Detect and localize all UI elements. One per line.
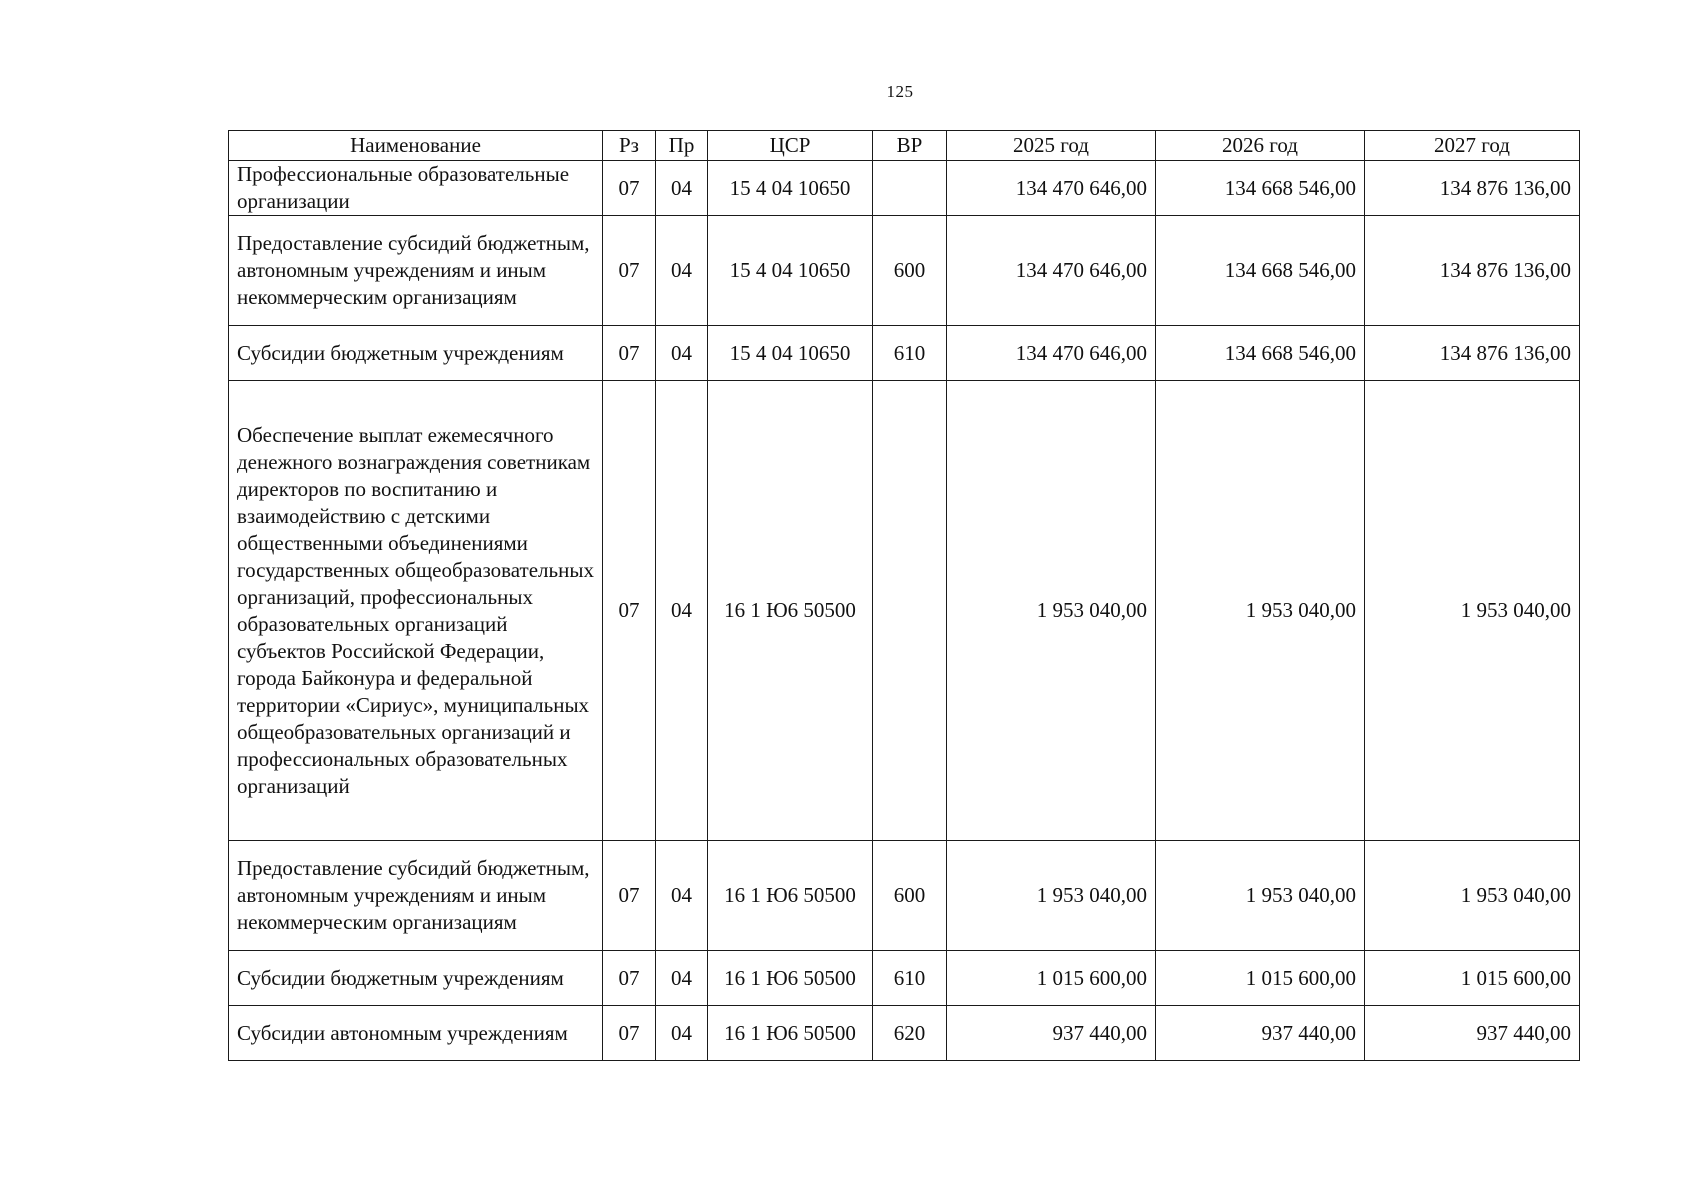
column-header-pr: Пр — [656, 131, 708, 161]
column-header-2025: 2025 год — [947, 131, 1156, 161]
row-pr: 04 — [656, 951, 708, 1006]
row-pr: 04 — [656, 216, 708, 326]
row-amount-2026: 1 953 040,00 — [1156, 841, 1365, 951]
row-csr: 16 1 Ю6 50500 — [708, 951, 873, 1006]
column-header-2027: 2027 год — [1365, 131, 1580, 161]
table-row — [229, 381, 1580, 841]
table-row — [229, 216, 1580, 326]
row-amount-2025: 937 440,00 — [947, 1006, 1156, 1061]
row-amount-2027: 1 953 040,00 — [1365, 381, 1580, 841]
row-amount-2025: 1 015 600,00 — [947, 951, 1156, 1006]
row-pr: 04 — [656, 1006, 708, 1061]
row-csr: 16 1 Ю6 50500 — [708, 841, 873, 951]
row-name: Субсидии бюджетным учреждениям — [229, 326, 603, 381]
row-name: Предоставление субсидий бюджетным, автономным учреждениям и иным некоммерческим организациям — [229, 841, 603, 951]
row-amount-2025: 134 470 646,00 — [947, 326, 1156, 381]
row-amount-2027: 1 953 040,00 — [1365, 841, 1580, 951]
row-amount-2027: 1 015 600,00 — [1365, 951, 1580, 1006]
row-name: Профессиональные образовательные организации — [229, 161, 603, 216]
page-number: 125 — [886, 82, 914, 101]
table-header-row — [229, 131, 1580, 161]
row-vr: 610 — [873, 951, 947, 1006]
row-amount-2026: 1 953 040,00 — [1156, 381, 1365, 841]
row-rz: 07 — [603, 216, 656, 326]
row-rz: 07 — [603, 951, 656, 1006]
column-header-rz: Рз — [603, 131, 656, 161]
table-row — [229, 1006, 1580, 1061]
row-name: Предоставление субсидий бюджетным, автономным учреждениям и иным некоммерческим организациям — [229, 216, 603, 326]
row-csr: 16 1 Ю6 50500 — [708, 1006, 873, 1061]
row-csr: 15 4 04 10650 — [708, 216, 873, 326]
row-vr — [873, 161, 947, 216]
row-vr: 600 — [873, 216, 947, 326]
row-name: Субсидии автономным учреждениям — [229, 1006, 603, 1061]
row-amount-2027: 134 876 136,00 — [1365, 326, 1580, 381]
row-vr: 600 — [873, 841, 947, 951]
row-vr: 610 — [873, 326, 947, 381]
row-rz: 07 — [603, 1006, 656, 1061]
row-amount-2026: 937 440,00 — [1156, 1006, 1365, 1061]
row-amount-2027: 134 876 136,00 — [1365, 161, 1580, 216]
budget-table — [228, 130, 1580, 1061]
row-vr — [873, 381, 947, 841]
row-pr: 04 — [656, 381, 708, 841]
row-amount-2027: 134 876 136,00 — [1365, 216, 1580, 326]
column-header-name: Наименование — [229, 131, 603, 161]
row-amount-2026: 1 015 600,00 — [1156, 951, 1365, 1006]
row-csr: 16 1 Ю6 50500 — [708, 381, 873, 841]
row-amount-2026: 134 668 546,00 — [1156, 326, 1365, 381]
row-pr: 04 — [656, 161, 708, 216]
column-header-vr: ВР — [873, 131, 947, 161]
table-row — [229, 841, 1580, 951]
row-amount-2025: 134 470 646,00 — [947, 161, 1156, 216]
row-rz: 07 — [603, 326, 656, 381]
row-amount-2025: 1 953 040,00 — [947, 381, 1156, 841]
row-name: Обеспечение выплат ежемесячного денежного вознаграждения советникам директоров по воспитанию и взаимодействию с детскими общественными объединениями государственных общеобразовательных организаций, профессиональных образовательных организаций субъектов Российской Федерации, города Байконура и федеральной территории «Сириус», муниципальных общеобразовательных организаций и профессиональных образовательных организаций — [229, 381, 603, 841]
row-name: Субсидии бюджетным учреждениям — [229, 951, 603, 1006]
row-csr: 15 4 04 10650 — [708, 326, 873, 381]
column-header-2026: 2026 год — [1156, 131, 1365, 161]
row-amount-2025: 1 953 040,00 — [947, 841, 1156, 951]
table-row — [229, 326, 1580, 381]
row-rz: 07 — [603, 381, 656, 841]
row-vr: 620 — [873, 1006, 947, 1061]
table-row — [229, 951, 1580, 1006]
row-csr: 15 4 04 10650 — [708, 161, 873, 216]
row-pr: 04 — [656, 326, 708, 381]
row-amount-2026: 134 668 546,00 — [1156, 216, 1365, 326]
column-header-csr: ЦСР — [708, 131, 873, 161]
row-amount-2025: 134 470 646,00 — [947, 216, 1156, 326]
row-rz: 07 — [603, 841, 656, 951]
row-pr: 04 — [656, 841, 708, 951]
row-rz: 07 — [603, 161, 656, 216]
table-row — [229, 161, 1580, 216]
row-amount-2026: 134 668 546,00 — [1156, 161, 1365, 216]
row-amount-2027: 937 440,00 — [1365, 1006, 1580, 1061]
